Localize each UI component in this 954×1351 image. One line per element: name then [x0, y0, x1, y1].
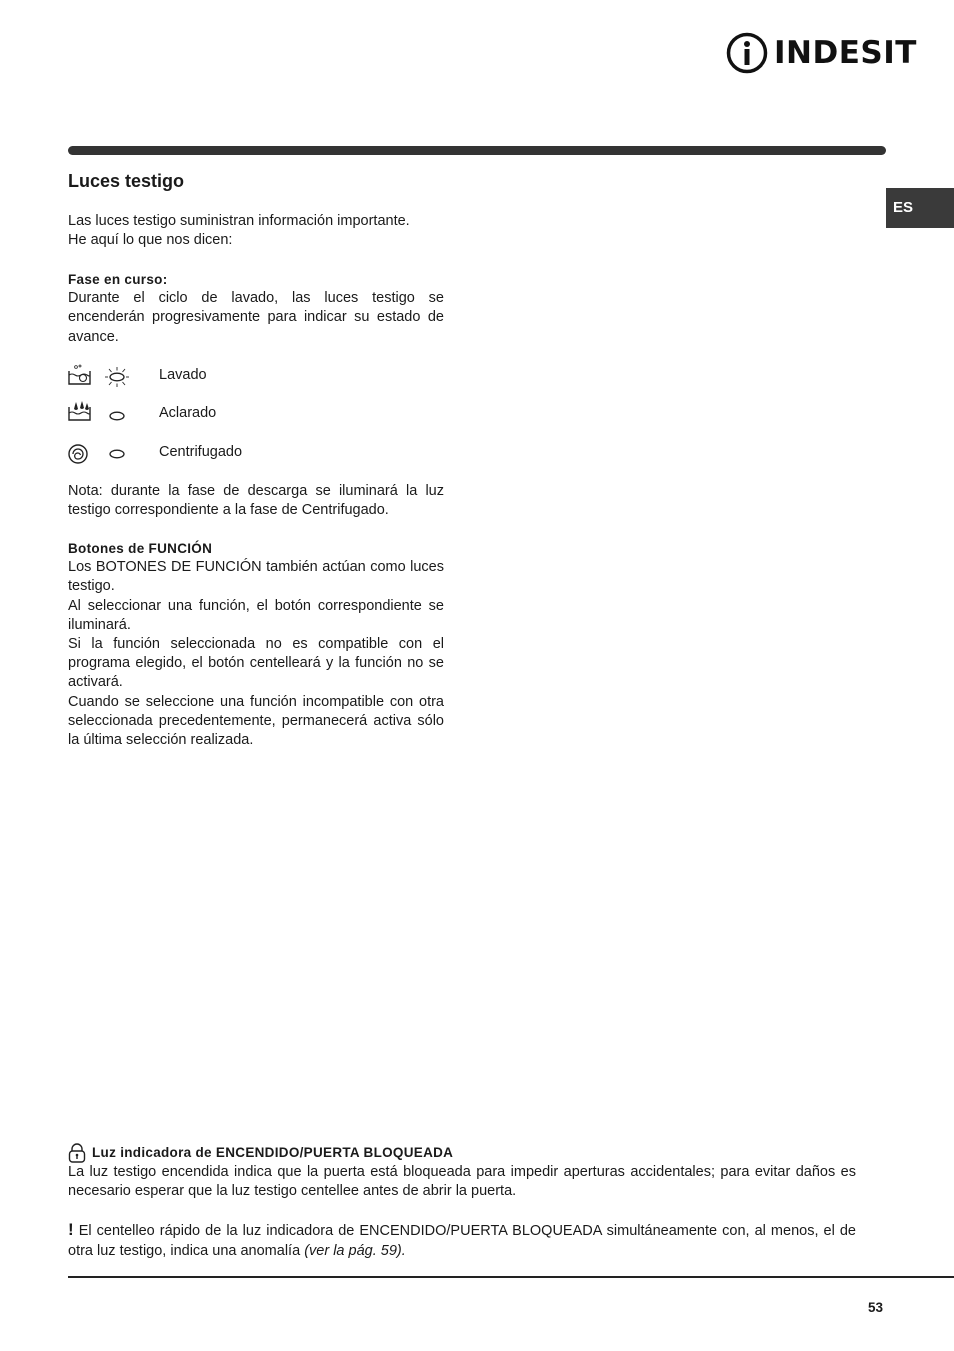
function-paragraph: Cuando se seleccione una función incompatible con otra seleccionada precedentemente, permanecerá activa sólo la última selección realizada. — [68, 693, 444, 749]
note-text: Nota: durante la fase de descarga se iluminará la luz testigo correspondiente a la fase de Centrifugado. — [68, 483, 444, 519]
intro-line-2: He aquí lo que nos dicen: — [68, 232, 233, 249]
note-block — [68, 482, 444, 520]
phase-row-wash — [68, 364, 138, 388]
rinse-icon — [69, 401, 90, 420]
warning-mark: ! — [68, 1220, 74, 1240]
phase-text: Durante el ciclo de lavado, las luces testigo se encenderán progresivamente para indicar su estado de avance. — [68, 290, 444, 345]
lock-heading-row — [68, 1143, 856, 1163]
function-paragraph: Los BOTONES DE FUNCIÓN también actúan como luces testigo. — [68, 559, 444, 595]
phase-label-spin: Centrifugado — [159, 444, 243, 460]
brand-logo — [726, 32, 917, 74]
phase-label-wash: Lavado — [159, 367, 207, 383]
warning-page-ref: (ver la pág. 59). — [304, 1242, 406, 1259]
intro-text — [68, 212, 444, 250]
header-rule — [68, 146, 886, 155]
warning-text: El centelleo rápido de la luz indicadora de ENCENDIDO/PUERTA BLOQUEADA simultáneamente con, al menos, el de otra luz testigo, indica una anomalía — [68, 1223, 856, 1259]
indesit-i-icon — [726, 32, 768, 74]
wash-icon — [69, 365, 90, 384]
warning-paragraph — [68, 1220, 856, 1260]
phase-row-rinse — [68, 400, 138, 424]
led-lit-icon — [105, 367, 129, 387]
phase-heading: Fase en curso: — [68, 272, 168, 287]
function-heading: Botones de FUNCIÓN — [68, 541, 213, 556]
led-off-icon — [110, 450, 124, 458]
brand-name: INDESIT — [774, 34, 917, 71]
function-paragraph: Al seleccionar una función, el botón correspondiente se iluminará. — [68, 597, 444, 633]
padlock-icon — [68, 1143, 86, 1163]
lock-heading: Luz indicadora de ENCENDIDO/PUERTA BLOQUEADA — [92, 1145, 454, 1161]
intro-line-1: Las luces testigo suministran información importante. — [68, 213, 410, 229]
phase-block — [68, 270, 444, 347]
phase-row-spin — [68, 442, 138, 466]
lock-text: La luz testigo encendida indica que la puerta está bloqueada para impedir aperturas accidentales; para evitar daños es necesario esperar que la luz testigo centellee antes de abrir la puerta. — [68, 1164, 856, 1200]
section-title: Luces testigo — [68, 171, 185, 191]
spin-icon — [69, 445, 87, 463]
function-block — [68, 539, 444, 750]
language-tab: ES — [886, 188, 954, 228]
function-paragraph: Si la función seleccionada no es compatible con el programa elegido, el botón centelleará y la función no se activará. — [68, 636, 444, 691]
footer-rule — [68, 1276, 954, 1278]
lock-section — [68, 1143, 856, 1261]
page-number: 53 — [868, 1300, 884, 1315]
phase-label-rinse: Aclarado — [159, 405, 217, 421]
led-off-icon — [110, 412, 124, 420]
